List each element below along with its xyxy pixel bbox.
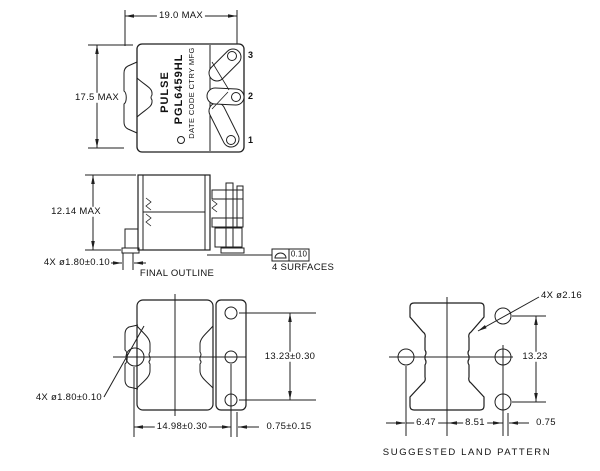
dim-side-lead: 4X ø1.80±0.10 xyxy=(43,256,110,268)
dim-top-height: 17.5 MAX xyxy=(74,91,120,103)
dim-side-height: 12.14 MAX xyxy=(51,205,101,217)
pin1-indicator-dot xyxy=(178,137,185,144)
flatness-tolerance: 0.10 xyxy=(290,249,308,259)
side-view-caption: FINAL OUTLINE xyxy=(139,267,215,279)
dim-bottom-lead: 4X ø1.80±0.10 xyxy=(35,391,102,403)
side-view xyxy=(85,175,309,270)
pad-leader-line xyxy=(478,297,539,331)
part-number: PGL6459HL xyxy=(172,53,185,125)
dim-bottom-pitch-v: 13.23±0.30 xyxy=(264,350,316,362)
pin-label-3: 3 xyxy=(248,50,254,61)
dim-land-offset: 0.75 xyxy=(536,416,556,428)
dim-land-left: 6.47 xyxy=(416,416,436,428)
dim-bottom-pitch-h: 14.98±0.30 xyxy=(156,420,208,432)
pin-label-2: 2 xyxy=(248,91,254,102)
dim-land-pitch-v: 13.23 xyxy=(522,350,548,362)
flatness-note: 4 SURFACES xyxy=(272,261,335,273)
dim-land-right: 8.51 xyxy=(465,416,485,428)
dim-bottom-offset: 0.75±0.15 xyxy=(266,420,312,432)
bottom-view xyxy=(104,294,316,437)
dim-land-pad: 4X ø2.16 xyxy=(541,289,582,301)
part-brand: PULSE xyxy=(158,71,171,113)
land-pattern-caption: SUGGESTED LAND PATTERN xyxy=(382,446,552,458)
land-pattern-view xyxy=(386,297,546,436)
dim-top-width: 19.0 MAX xyxy=(158,9,204,21)
part-marking: DATE CODE CTRY MFG xyxy=(186,47,196,139)
pin-label-1: 1 xyxy=(248,135,254,146)
surface-profile-symbol xyxy=(275,253,286,258)
